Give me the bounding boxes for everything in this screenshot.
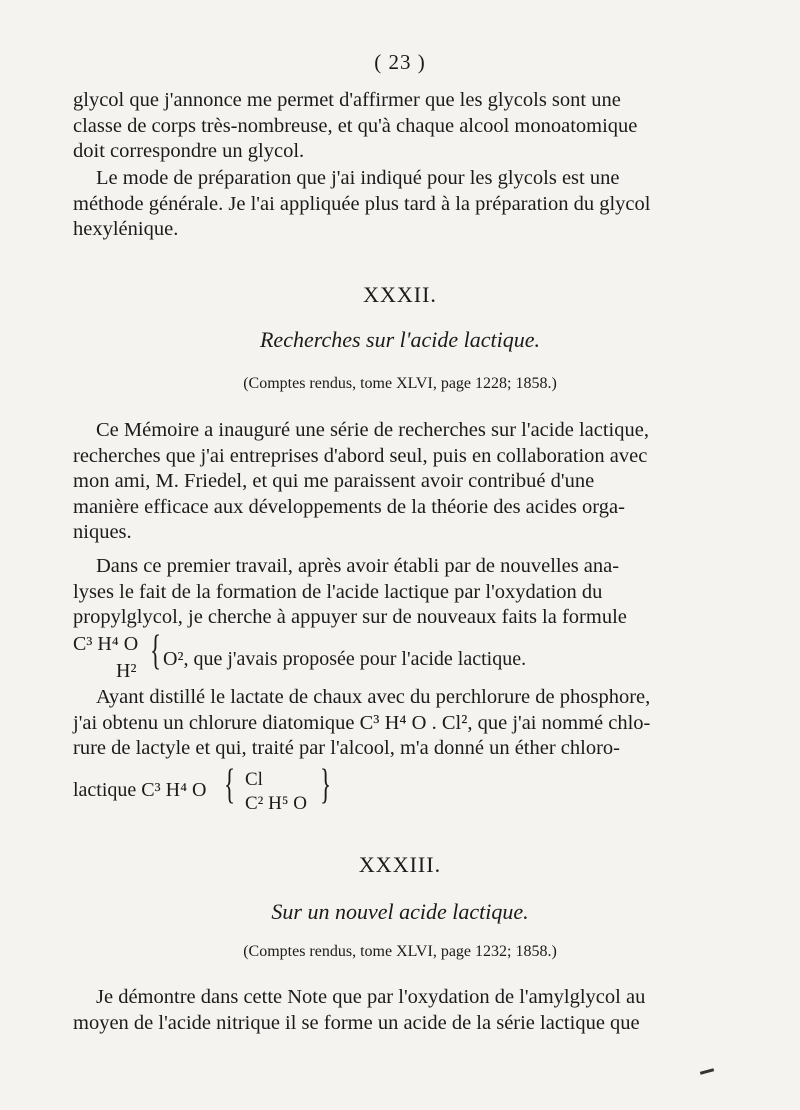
text-line: mon ami, M. Friedel, et qui me paraissent avoir contribué d'une [73,470,595,492]
text-line: propylglycol, je cherche à appuyer sur de nouveaux faits la formule [73,606,627,628]
formula-stack [245,768,307,816]
paragraph-6 [73,985,733,1036]
text-line: Ayant distillé le lactate de chaux avec du perchlorure de phosphore, [96,686,651,708]
section-title: Recherches sur l'acide lactique. [259,327,541,352]
paragraph-5 [73,685,733,762]
text-line: Je démontre dans cette Note que par l'oxydation de l'amylglycol au [96,986,646,1008]
text-line: méthode générale. Je l'ai appliquée plus tard à la préparation du glycol [73,192,651,215]
section-title: Sur un nouvel acide lactique. [271,899,529,924]
text-line: glycol que j'annonce me permet d'affirmer que les glycols sont une [73,89,621,111]
formula-top: C³ H⁴ O [73,633,139,655]
paragraph-3 [73,418,733,546]
paragraph-2 [73,166,733,243]
text-line: lyses le fait de la formation de l'acide lactique par l'oxydation du [73,580,603,603]
text-line: doit correspondre un glycol. [73,140,305,162]
formula-bottom: H² [116,660,137,682]
formula-stack-top: Cl [245,769,263,790]
section-reference: (Comptes rendus, tome XLVI, page 1232; 1858.) [243,943,557,960]
brace-symbol: { [224,762,236,808]
section-number: XXXII. [363,282,437,307]
paragraph-1 [73,88,733,165]
text-line: j'ai obtenu un chlorure diatomique C³ H⁴ O . Cl², que j'ai nommé chlo- [73,711,651,734]
text-line: Le mode de préparation que j'ai indiqué pour les glycols est une [96,167,620,189]
closing-brace-symbol: } [320,762,332,808]
text-line: Dans ce premier travail, après avoir établi par de nouvelles ana- [96,555,620,577]
formula-lead: lactique C³ H⁴ O [73,779,207,801]
text-line: Ce Mémoire a inauguré une série de recherches sur l'acide lactique, [96,419,649,441]
section-number: XXXIII. [358,852,442,877]
text-line: niques. [73,521,132,543]
print-mark [700,1068,714,1075]
formula-stack-bottom: C² H⁵ O [245,793,307,814]
page-number: ( 23 ) [374,50,426,74]
brace-symbol: { [150,628,162,674]
text-line: moyen de l'acide nitrique il se forme un acide de la série lactique que [73,1011,640,1034]
formula-text: O², que j'avais proposée pour l'acide lactique. [163,648,527,670]
text-line: classe de corps très-nombreuse, et qu'à chaque alcool monoatomique [73,114,638,137]
section-reference: (Comptes rendus, tome XLVI, page 1228; 1858.) [243,375,557,392]
text-line: recherches que j'ai entreprises d'abord seul, puis en collaboration avec [73,444,648,467]
paragraph-4 [73,554,733,631]
text-line: rure de lactyle et qui, traité par l'alcool, m'a donné un éther chloro- [73,737,620,759]
text-line: hexylénique. [73,218,179,240]
text-line: manière efficace aux développements de la théorie des acides orga- [73,495,625,518]
